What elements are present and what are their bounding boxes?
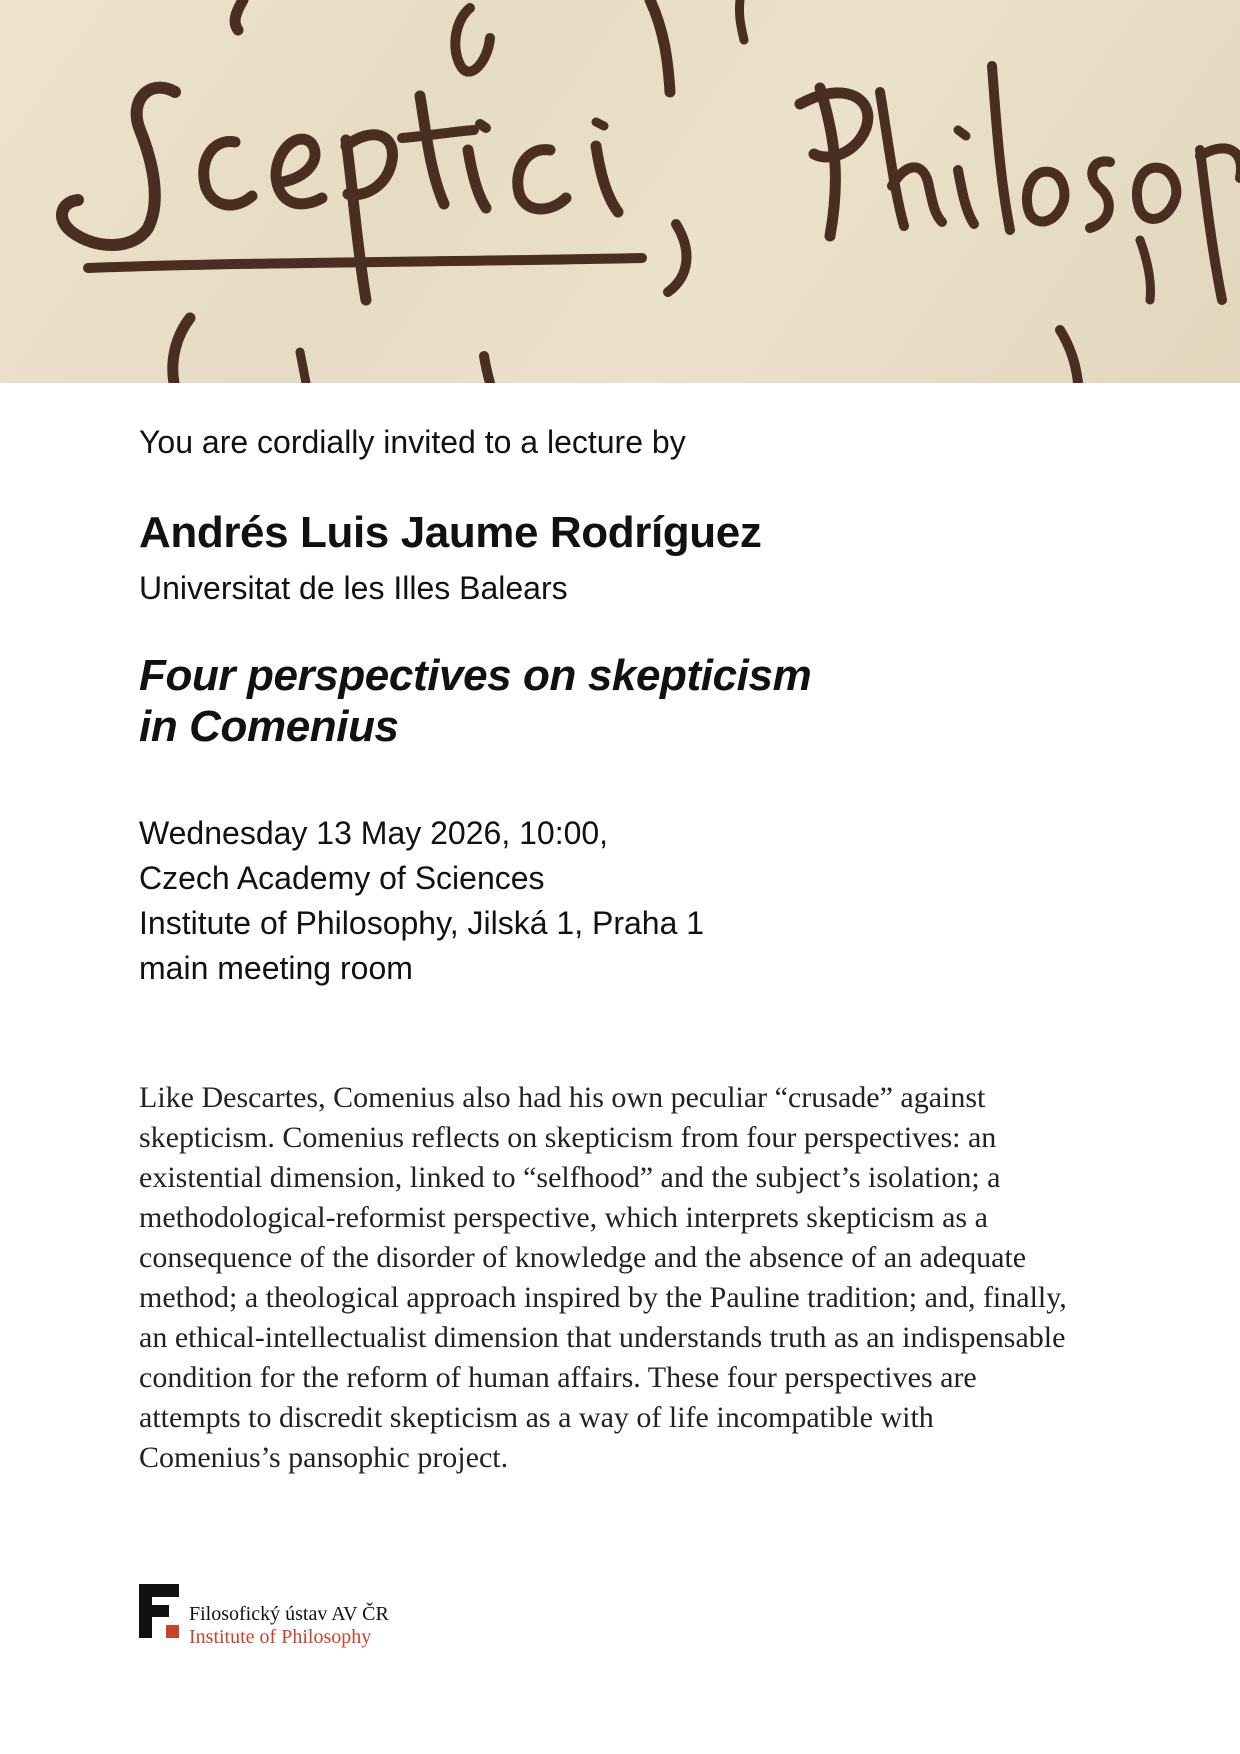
invitation-intro: You are cordially invited to a lecture by — [139, 424, 686, 460]
event-date-time: Wednesday 13 May 2026, 10:00, — [139, 815, 609, 851]
institute-name-cz: Filosofický ústav AV ČR — [189, 1603, 389, 1625]
lecture-title-line: Four perspectives on skepticism — [139, 651, 812, 700]
institute-logo-text — [189, 1603, 389, 1649]
institute-name-en: Institute of Philosophy — [189, 1626, 372, 1648]
speaker-affiliation: Universitat de les Illes Balears — [139, 570, 568, 606]
lecture-abstract: Like Descartes, Comenius also had his own peculiar “crusade” against skepticism. Comenius reflects on skepticism from four perspectives: an existential dimension, linked to “selfhood” and the subject’s isolation; a methodological-reformist perspective, which interprets skepticism as a consequence of the disorder of knowledge and the absence of an adequate method; a theological approach inspired by the Pauline tradition; and, finally, an ethical-intellectualist dimension that understands truth as an indispensable condition for the reform of human affairs. These four perspectives are attempts to discredit skepticism as a way of life incompatible with Comenius’s pansophic project. — [139, 1081, 1067, 1474]
speaker-name: Andrés Luis Jaume Rodríguez — [139, 508, 762, 557]
institute-logo-mark-icon — [139, 1584, 179, 1638]
event-address: Institute of Philosophy, Jilská 1, Praha 1 — [139, 905, 705, 941]
event-details — [139, 811, 704, 991]
lecture-title-line: in Comenius — [139, 702, 399, 751]
manuscript-banner — [0, 0, 1240, 383]
event-room: main meeting room — [139, 950, 413, 986]
event-organization: Czech Academy of Sciences — [139, 860, 545, 896]
lecture-title — [139, 650, 811, 752]
handwriting-image — [0, 0, 1240, 383]
